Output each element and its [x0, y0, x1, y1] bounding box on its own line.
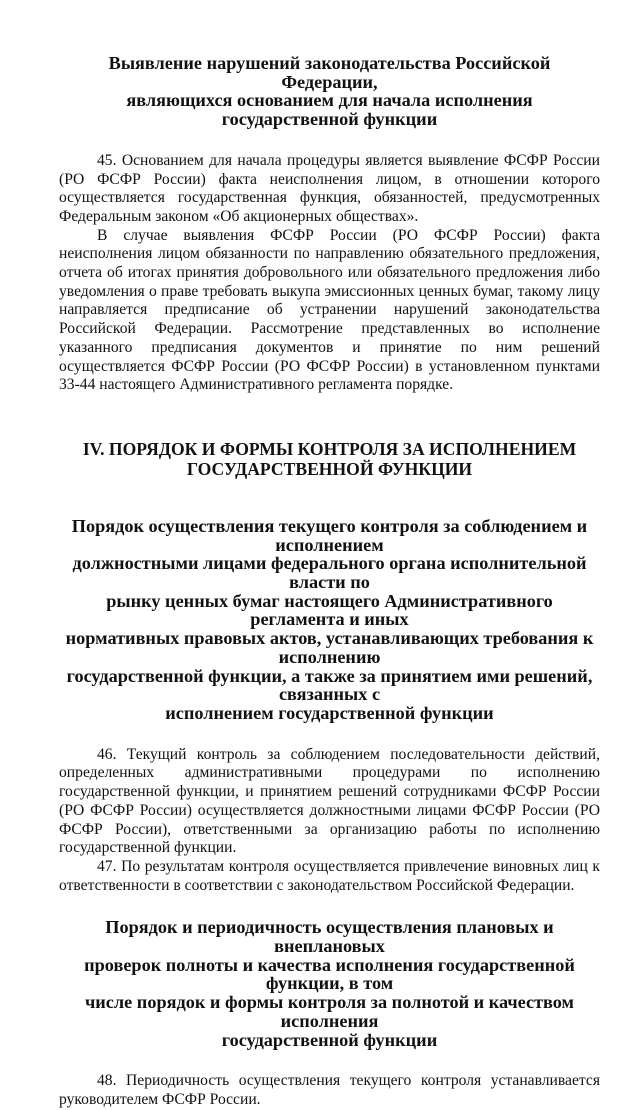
section-heading-inspections	[59, 918, 600, 1049]
spacer	[59, 479, 600, 517]
paragraph-47: 47. По результатам контроля осуществляется привлечение виновных лиц к ответственности в соответствии с законодательством Российской Федерации.	[59, 857, 600, 894]
chapter-title	[59, 439, 600, 479]
spacer	[59, 395, 600, 439]
heading-line: Порядок и периодичность осуществления плановых и внеплановых	[105, 917, 554, 957]
heading-line: Порядок осуществления текущего контроля за соблюдением и исполнением	[71, 515, 588, 555]
chapter-title-line: IV. ПОРЯДОК И ФОРМЫ КОНТРОЛЯ ЗА ИСПОЛНЕНИЕМ	[82, 438, 577, 459]
heading-line: государственной функции	[221, 109, 438, 130]
paragraph-45: 45. Основанием для начала процедуры является выявление ФСФР России (РО ФСФР России) факта неисполнения лицом, в отношении которого осуществляется государственная функция, обязанностей, предусмотренных Федеральным законом «Об акционерных обществах».	[59, 151, 600, 225]
paragraph-45-continued: В случае выявления ФСФР России (РО ФСФР России) факта неисполнения лицом обязанности по направлению обязательного предложения, отчета об итогах принятия добровольного или обязательного предложения либо уведомления о праве требовать выкупа эмиссионных ценных бумаг, такому лицу направляется предписание об устранении нарушений законодательства Российской Федерации. Рассмотрение представленных во исполнение указанного предписания документов и принятие по ним решений осуществляется ФСФР России (РО ФСФР России) в установленном пунктами 33-44 настоящего Административного регламента порядке.	[59, 226, 600, 394]
heading-line: рынку ценных бумаг настоящего Административного регламента и иных	[106, 590, 553, 630]
heading-line: числе порядок и формы контроля за полнотой и качеством исполнения	[85, 992, 574, 1031]
heading-line: государственной функции, а также за принятием ими решений, связанных с	[66, 665, 593, 705]
heading-line: исполнением государственной функции	[165, 702, 494, 723]
heading-line: должностными лицами федерального органа исполнительной власти по	[72, 553, 587, 593]
spacer	[59, 723, 600, 746]
heading-line: Выявление нарушений законодательства Российской Федерации,	[108, 53, 551, 92]
heading-line: являющихся основанием для начала исполнения	[126, 90, 533, 111]
section-heading-current-control	[59, 517, 600, 723]
paragraph-46: 46. Текущий контроль за соблюдением последовательности действий, определенных административными процедурами по исполнению государственной функции, и принятием решений сотрудниками ФСФР России (РО ФСФР России) осуществляется должностными лицами ФСФР России (РО ФСФР России), ответственными за организацию работы по исполнению государственной функции.	[59, 745, 600, 857]
spacer	[59, 129, 600, 152]
paragraph-48: 48. Периодичность осуществления текущего контроля устанавливается руководителем ФСФР России.	[59, 1072, 600, 1108]
section-heading-violations	[59, 54, 600, 129]
spacer	[59, 895, 600, 918]
chapter-title-line: ГОСУДАРСТВЕННОЙ ФУНКЦИИ	[186, 458, 473, 479]
heading-line: проверок полноты и качества исполнения государственной функции, в том	[84, 954, 575, 994]
spacer	[59, 1049, 600, 1072]
heading-line: государственной функции	[221, 1029, 438, 1050]
heading-line: нормативных правовых актов, устанавливающих требования к исполнению	[65, 628, 594, 667]
